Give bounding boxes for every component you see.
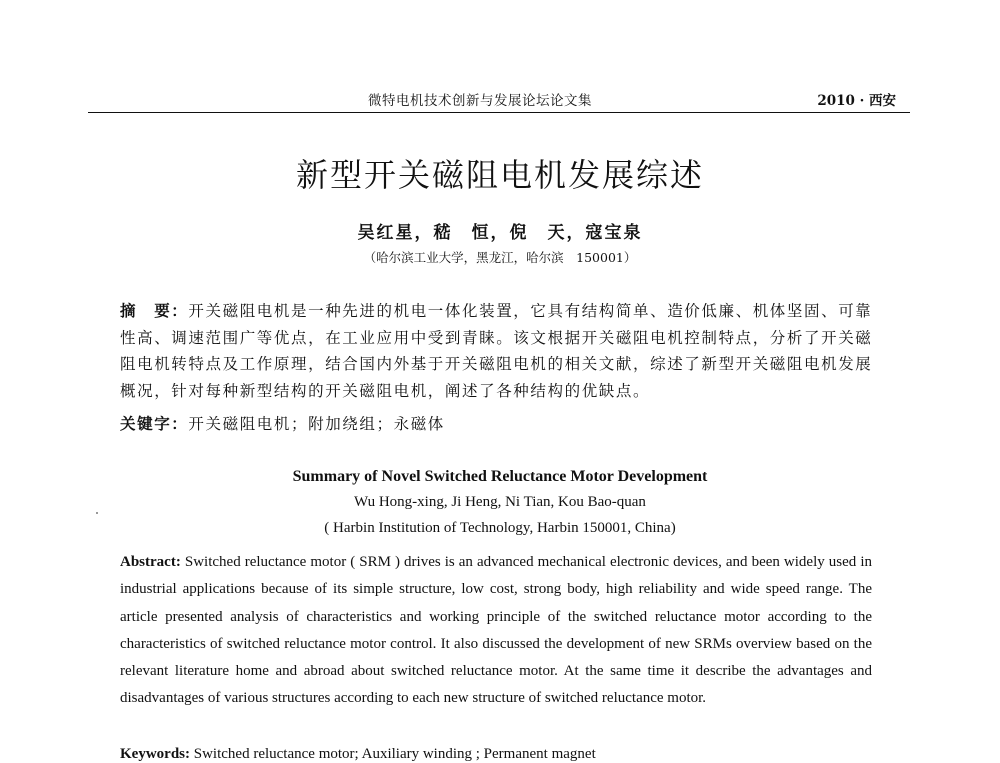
english-authors: Wu Hong-xing, Ji Heng, Ni Tian, Kou Bao-quan bbox=[354, 494, 646, 510]
english-keywords bbox=[120, 746, 872, 763]
chinese-authors: 吴红星，嵇 恒，倪 天，寇宝泉 bbox=[357, 223, 643, 243]
english-abstract-text: Switched reluctance motor ( SRM ) drives is an advanced mechanical electronic devices, and been widely used in industrial applications because of its simple structure, low cost, strong body, high reliability and wide speed range. The article presented analysis of characteristics and working principle of the switched reluctance motor according to the characteristics of switched reluctance motor control. It also discussed the development of new SRMs overview based on the relevant literature home and abroad about switched reluctance motor. At the same time it describe the advantages and disadvantages of various structures according to each new structure of switched reluctance motor. bbox=[120, 554, 872, 707]
chinese-keywords-text: 开关磁阻电机；附加绕组；永磁体 bbox=[188, 415, 445, 433]
chinese-abstract-label: 摘 要： bbox=[120, 302, 189, 320]
english-title: Summary of Novel Switched Reluctance Motor Development bbox=[292, 468, 708, 485]
scan-speck bbox=[96, 512, 98, 514]
chinese-title: 新型开关磁阻电机发展综述 bbox=[295, 156, 704, 194]
journal-title: 微特电机技术创新与发展论坛论文集 bbox=[368, 93, 592, 109]
english-affiliation: ( Harbin Institution of Technology, Harbin 150001, China) bbox=[324, 520, 676, 536]
chinese-affiliation: （哈尔滨工业大学，黑龙江，哈尔滨 150001） bbox=[363, 250, 637, 265]
english-abstract-label: Abstract: bbox=[120, 554, 181, 570]
chinese-keywords-label: 关键字： bbox=[120, 415, 189, 433]
chinese-abstract bbox=[120, 298, 880, 404]
year-location: 2010 · 西安 bbox=[817, 93, 896, 109]
running-header bbox=[88, 86, 910, 113]
chinese-abstract-text: 开关磁阻电机是一种先进的机电一体化装置，它具有结构简单、造价低廉、机体坚固、可靠性高、调速范围广等优点，在工业应用中受到青睐。该文根据开关磁阻电机控制特点，分析了开关磁阻电机转特点及工作原理，结合国内外基于开关磁阻电机的相关文献，综述了新型开关磁阻电机发展概况，针对每种新型结构的开关磁阻电机，阐述了各种结构的优缺点。 bbox=[120, 302, 873, 400]
english-keywords-text: Switched reluctance motor; Auxiliary winding ; Permanent magnet bbox=[190, 746, 596, 762]
english-keywords-label: Keywords: bbox=[120, 746, 190, 762]
english-abstract bbox=[120, 549, 872, 713]
chinese-keywords bbox=[120, 412, 880, 434]
